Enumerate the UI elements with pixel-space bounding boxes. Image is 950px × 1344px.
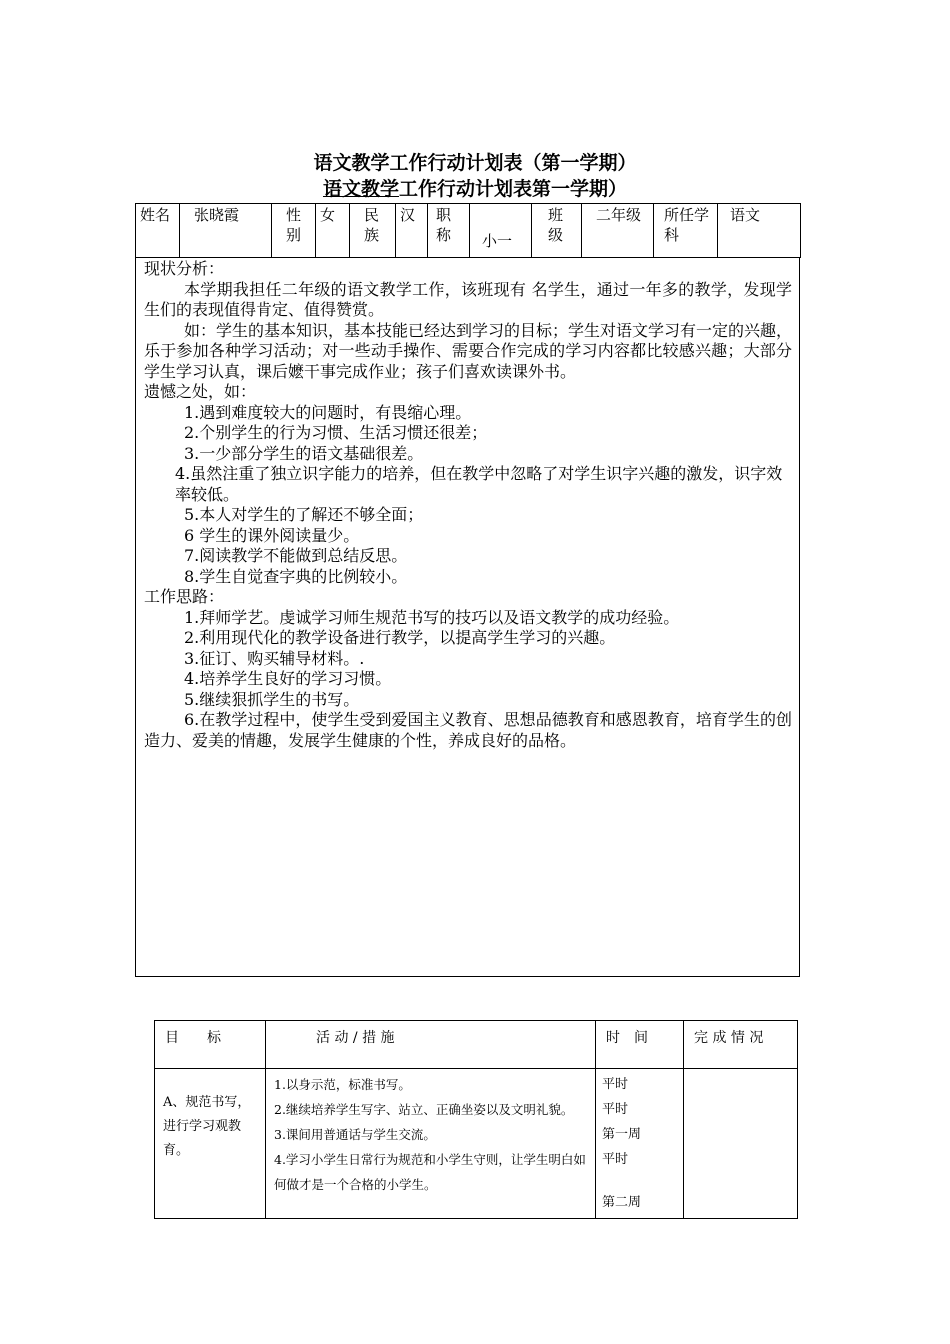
class-label: 班级 <box>532 204 582 258</box>
completion-cell <box>684 1069 798 1219</box>
idea-item: 4.培养学生良好的学习习惯。 <box>184 669 392 688</box>
time-spacer <box>602 1172 677 1190</box>
idea-item: 5.继续狠抓学生的书写。 <box>184 689 360 709</box>
ethnicity-value: 汉 <box>396 204 428 258</box>
regret-item: 5.本人对学生的了解还不够全面； <box>184 505 424 524</box>
subject-value: 语文 <box>718 204 801 258</box>
regret-item: 8.学生自觉查字典的比例较小。 <box>184 566 408 586</box>
activity-item: 1.以身示范，标准书写。 <box>274 1077 411 1092</box>
time-item: 平时 <box>602 1102 629 1117</box>
activity-item: 2.继续培养学生写字、站立、正确坐姿以及文明礼貌。 <box>274 1102 574 1117</box>
gender-label: 性别 <box>272 204 316 258</box>
activity-item: 4.学习小学生日常行为规范和小学生守则，让学生明白如何做才是一个合格的小学生。 <box>274 1152 586 1192</box>
class-value: 二年级 <box>582 204 654 258</box>
idea-item: 6.在教学过程中，使学生受到爱国主义教育、思想品德教育和感恩教育，培育学生的创造力、爱美的情趣，发展学生健康的个性，养成良好的品格。 <box>144 710 792 750</box>
regret-item: 3.一少部分学生的语文基础很差。 <box>184 443 424 463</box>
subtitle-rest: 工作行动计划表第一学期） <box>399 178 628 200</box>
goal-cell: A、规范书写，进行学习观教育。 <box>155 1069 266 1219</box>
header-time: 时 间 <box>596 1021 684 1069</box>
header-goal: 目 标 <box>155 1021 266 1069</box>
regret-item: 1.遇到难度较大的问题时，有畏缩心理。 <box>184 402 472 422</box>
idea-item: 2.利用现代化的教学设备进行教学，以提高学生学习的兴趣。 <box>184 628 616 647</box>
subject-label: 所任学科 <box>654 204 718 258</box>
teacher-info-table <box>135 203 801 258</box>
regret-item: 4.虽然注重了独立识字能力的培养，但在教学中忽略了对学生识字兴趣的激发，识字效率较低。 <box>175 464 783 504</box>
document-subtitle <box>0 177 950 201</box>
time-item: 平时 <box>602 1077 629 1092</box>
subtitle-underlined-part: 语文教学 <box>322 178 399 200</box>
regrets-heading: 遗憾之处，如： <box>144 382 257 401</box>
regret-item: 2.个别学生的行为习惯、生活习惯还很差； <box>184 423 488 442</box>
regret-item: 6 学生的课外阅读量少。 <box>184 525 360 545</box>
analysis-heading: 现状分析： <box>144 259 225 278</box>
activity-item: 3.课间用普通话与学生交流。 <box>274 1127 436 1142</box>
analysis-paragraph-1: 本学期我担任二年级的语文教学工作，该班现有 名学生，通过一年多的教学，发现学生们的表现值得肯定、值得赞赏。 <box>144 279 792 319</box>
ethnicity-label: 民族 <box>350 204 396 258</box>
header-activities: 活 动 / 措 施 <box>266 1021 596 1069</box>
activity-plan-table <box>154 1020 798 1219</box>
analysis-box <box>135 257 800 977</box>
activities-cell <box>266 1069 596 1219</box>
name-label: 姓名 <box>136 204 180 258</box>
idea-item: 1.拜师学艺。虔诚学习师生规范书写的技巧以及语文教学的成功经验。 <box>184 607 680 627</box>
ideas-heading: 工作思路： <box>144 587 225 606</box>
title-label: 职称 <box>428 204 470 258</box>
title-value: 小一 <box>470 204 532 258</box>
header-completion: 完 成 情 况 <box>684 1021 798 1069</box>
time-item: 第一周 <box>602 1127 642 1142</box>
gender-value: 女 <box>316 204 350 258</box>
times-cell <box>596 1069 684 1219</box>
time-item: 平时 <box>602 1152 629 1167</box>
analysis-paragraph-2: 如：学生的基本知识，基本技能已经达到学习的目标；学生对语文学习有一定的兴趣，乐于参加各种学习活动；对一些动手操作、需要合作完成的学习内容都比较感兴趣；大部分学生学习认真，课后嬷干事完成作业；孩子们喜欢读课外书。 <box>144 320 793 381</box>
document-title: 语文教学工作行动计划表（第一学期） <box>313 152 637 174</box>
name-value: 张晓霞 <box>180 204 272 258</box>
analysis-content <box>144 259 792 751</box>
idea-item: 3.征订、购买辅导材料。. <box>184 648 365 668</box>
time-item: 第二周 <box>602 1195 642 1210</box>
regret-item: 7.阅读教学不能做到总结反思。 <box>184 546 408 565</box>
